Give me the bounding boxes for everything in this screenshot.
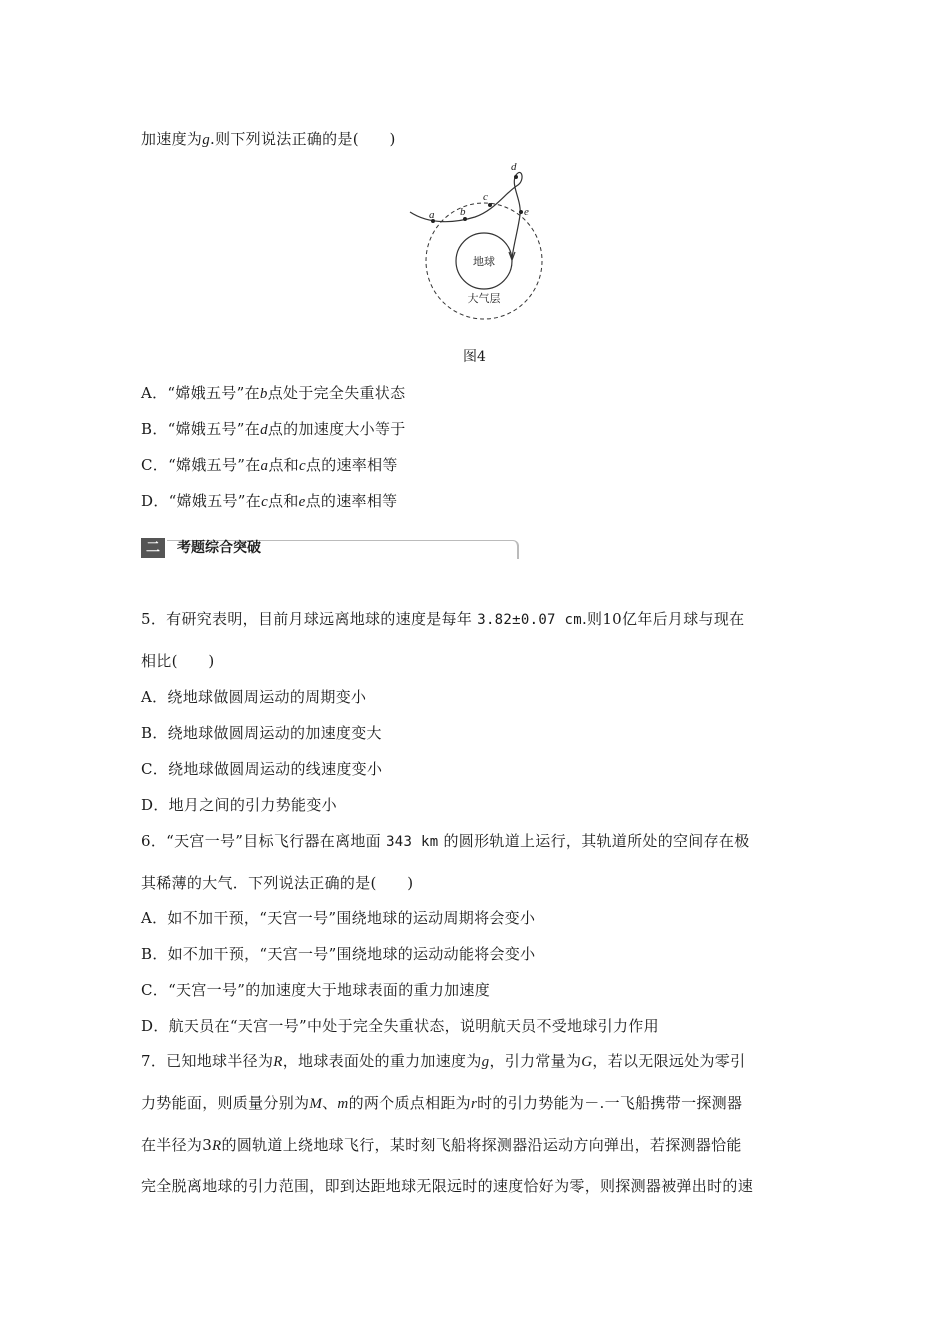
- q4-option-d: D．“嫦娥五号”在c点和e点的速率相等: [141, 492, 398, 510]
- atmosphere-label: 大气层: [467, 292, 501, 305]
- point-e-label: e: [524, 206, 529, 218]
- point-a-label: a: [429, 209, 435, 221]
- point-d-label: d: [511, 161, 517, 173]
- q6-option-c: C．“天宫一号”的加速度大于地球表面的重力加速度: [141, 981, 491, 999]
- q5-option-b: B．绕地球做圆周运动的加速度变大: [141, 724, 382, 742]
- point-e: [519, 210, 523, 214]
- section-number: 二: [141, 538, 165, 558]
- q6-option-a: A．如不加干预，“天宫一号”围绕地球的运动周期将会变小: [141, 909, 536, 927]
- q6-option-d: D．航天员在“天宫一号”中处于完全失重状态，说明航天员不受地球引力作用: [141, 1017, 659, 1035]
- point-c: [488, 203, 492, 207]
- q5-option-c: C．绕地球做圆周运动的线速度变小: [141, 760, 383, 778]
- point-d: [514, 175, 518, 179]
- q6-option-b: B．如不加干预，“天宫一号”围绕地球的运动动能将会变小: [141, 945, 536, 963]
- q5-option-d: D．地月之间的引力势能变小: [141, 796, 337, 814]
- section-title: 考题综合突破: [177, 540, 261, 556]
- q5-line-2: 相比( ): [141, 652, 215, 670]
- q5-line-1: 5．有研究表明，目前月球远离地球的速度是每年 3.82±0.07 cm.则10亿年后月球与现在: [141, 610, 745, 628]
- q4-option-b: B．“嫦娥五号”在d点的加速度大小等于: [141, 420, 406, 438]
- q5-option-a: A．绕地球做圆周运动的周期变小: [141, 688, 367, 706]
- q4-stem-line: 加速度为g.则下列说法正确的是( ): [141, 130, 396, 148]
- section-banner: [141, 538, 521, 562]
- figure-caption: 图4: [463, 349, 486, 365]
- earth-label: 地球: [473, 255, 495, 268]
- q6-line-2: 其稀薄的大气．下列说法正确的是( ): [141, 874, 414, 892]
- q4-option-c: C．“嫦娥五号”在a点和c点的速率相等: [141, 456, 398, 474]
- orbit-figure: [400, 155, 570, 330]
- q7-line-2: 力势能面，则质量分别为M、m的两个质点相距为r时的引力势能为－.一飞船携带一探测器: [141, 1094, 743, 1112]
- point-b-label: b: [460, 206, 466, 218]
- trajectory-path: [410, 172, 522, 258]
- q6-line-1: 6．“天宫一号”目标飞行器在离地面 343 km 的圆形轨道上运行，其轨道所处的空间存在极: [141, 832, 750, 850]
- q7-line-4: 完全脱离地球的引力范围，即到达距地球无限远时的速度恰好为零，则探测器被弹出时的速: [141, 1177, 754, 1195]
- q4-option-a: A．“嫦娥五号”在b点处于完全失重状态: [141, 384, 406, 402]
- q7-line-1: 7．已知地球半径为R，地球表面处的重力加速度为g，引力常量为G，若以无限远处为零引: [141, 1052, 746, 1070]
- q7-line-3: 在半径为3R的圆轨道上绕地球飞行，某时刻飞船将探测器沿运动方向弹出，若探测器恰能: [141, 1136, 742, 1154]
- point-c-label: c: [483, 191, 488, 203]
